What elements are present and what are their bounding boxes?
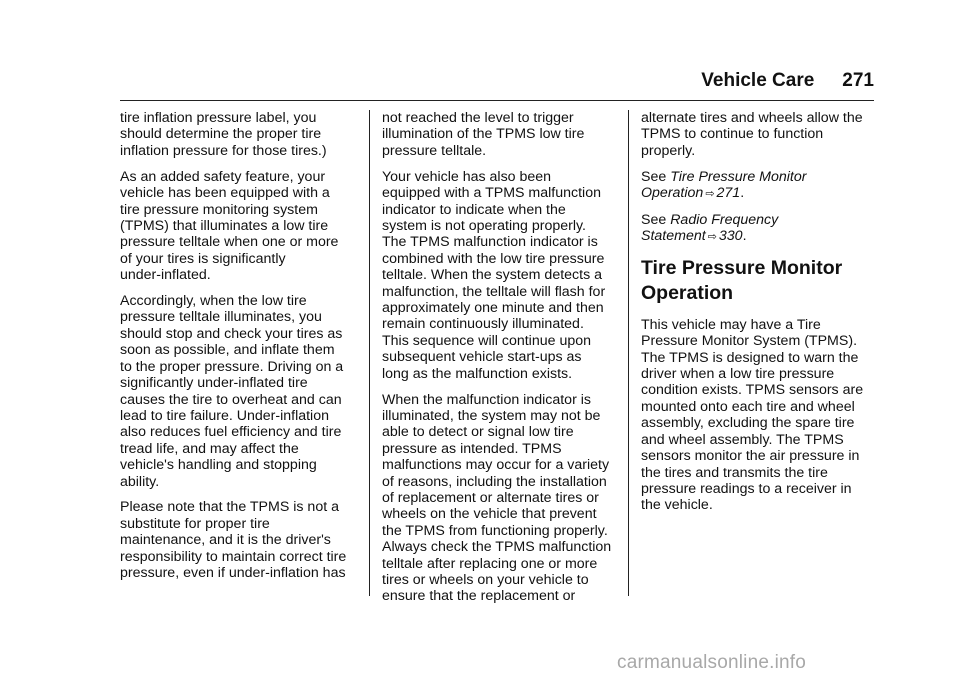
- paragraph: alternate tires and wheels allow the TPMS to continue to function properly.: [641, 110, 863, 159]
- text-column-1: [120, 110, 360, 591]
- xref-prefix: See: [641, 168, 671, 185]
- page-ref-arrow-icon: ⇨: [705, 187, 715, 201]
- watermark: carmanualsonline.info: [617, 652, 807, 673]
- page-header: [120, 70, 874, 100]
- xref-title-line1[interactable]: Radio Frequency: [670, 212, 779, 229]
- paragraph: not reached the level to trigger illumination of the TPMS low tire pressure telltale.: [382, 110, 585, 159]
- paragraph: Accordingly, when the low tire pressure telltale illuminates, you should stop and check your tires as soon as possible, and inflate them to the proper pressure. Driving on a significantly under-inflated tire causes the tire to overheat and can lead to tire failure. Under-inflation also reduces fuel efficiency and tire tread life, and may affect the vehicle's handling and stopping ability.: [120, 293, 344, 490]
- paragraph: tire inflation pressure label, you should determine the proper tire inflation pressure for those tires.): [120, 110, 327, 159]
- paragraph: As an added safety feature, your vehicle has been equipped with a tire pressure monitoring system (TPMS) that illuminates a low tire pressure telltale when one or more of your tires is significantly under-inflated.: [120, 168, 339, 284]
- xref-page[interactable]: 271: [716, 185, 741, 202]
- paragraph: This vehicle may have a Tire Pressure Monitor System (TPMS). The TPMS is designed to warn the driver when a low tire pressure condition exists. TPMS sensors are mounted onto each tire and wheel assembly, excluding the spare tire and wheel assembly. The TPMS sensors monitor the air pressure in the tires and transmits the tire pressure readings to a receiver in the vehicle.: [641, 316, 864, 514]
- header-rule: [120, 100, 874, 101]
- xref-suffix: .: [742, 228, 747, 245]
- xref-prefix: See: [641, 212, 671, 229]
- paragraph: Please note that the TPMS is not a substitute for proper tire maintenance, and it is the driver's responsibility to maintain correct tire pressure, even if under-inflation has: [120, 499, 347, 582]
- column-divider: [369, 110, 370, 596]
- column-divider: [628, 110, 629, 596]
- text-column-2: [382, 110, 620, 614]
- cross-reference-radio-frequency[interactable]: [641, 212, 877, 246]
- xref-title-line2[interactable]: Statement: [641, 228, 706, 245]
- xref-title-line2[interactable]: Operation: [641, 185, 704, 202]
- text-column-3: [641, 110, 877, 523]
- cross-reference-tpms-operation[interactable]: [641, 169, 877, 203]
- xref-page[interactable]: 330: [718, 228, 743, 245]
- xref-suffix: .: [740, 185, 745, 202]
- section-title: Vehicle Care: [701, 70, 815, 91]
- page-number: 271: [842, 70, 874, 91]
- section-heading: Tire Pressure Monitor Operation: [641, 256, 843, 304]
- paragraph: When the malfunction indicator is illuminated, the system may not be able to detect or signal low tire pressure as intended. TPMS malfunctions may occur for a variety of reasons, including the installation of replacement or alternate tires or wheels on the vehicle that prevent the TPMS from functioning properly. Always check the TPMS malfunction telltale after replacing one or more tires or wheels on your vehicle to ensure that the replacement or: [382, 391, 612, 605]
- paragraph: Your vehicle has also been equipped with a TPMS malfunction indicator to indicate when the system is not operating properly. The TPMS malfunction indicator is combined with the low tire pressure telltale. When the system detects a malfunction, the telltale will flash for approximately one minute and then remain continuously illuminated. This sequence will continue upon subsequent vehicle start-ups as long as the malfunction exists.: [382, 168, 606, 382]
- page-ref-arrow-icon: ⇨: [707, 230, 717, 244]
- xref-title-line1[interactable]: Tire Pressure Monitor: [670, 168, 807, 185]
